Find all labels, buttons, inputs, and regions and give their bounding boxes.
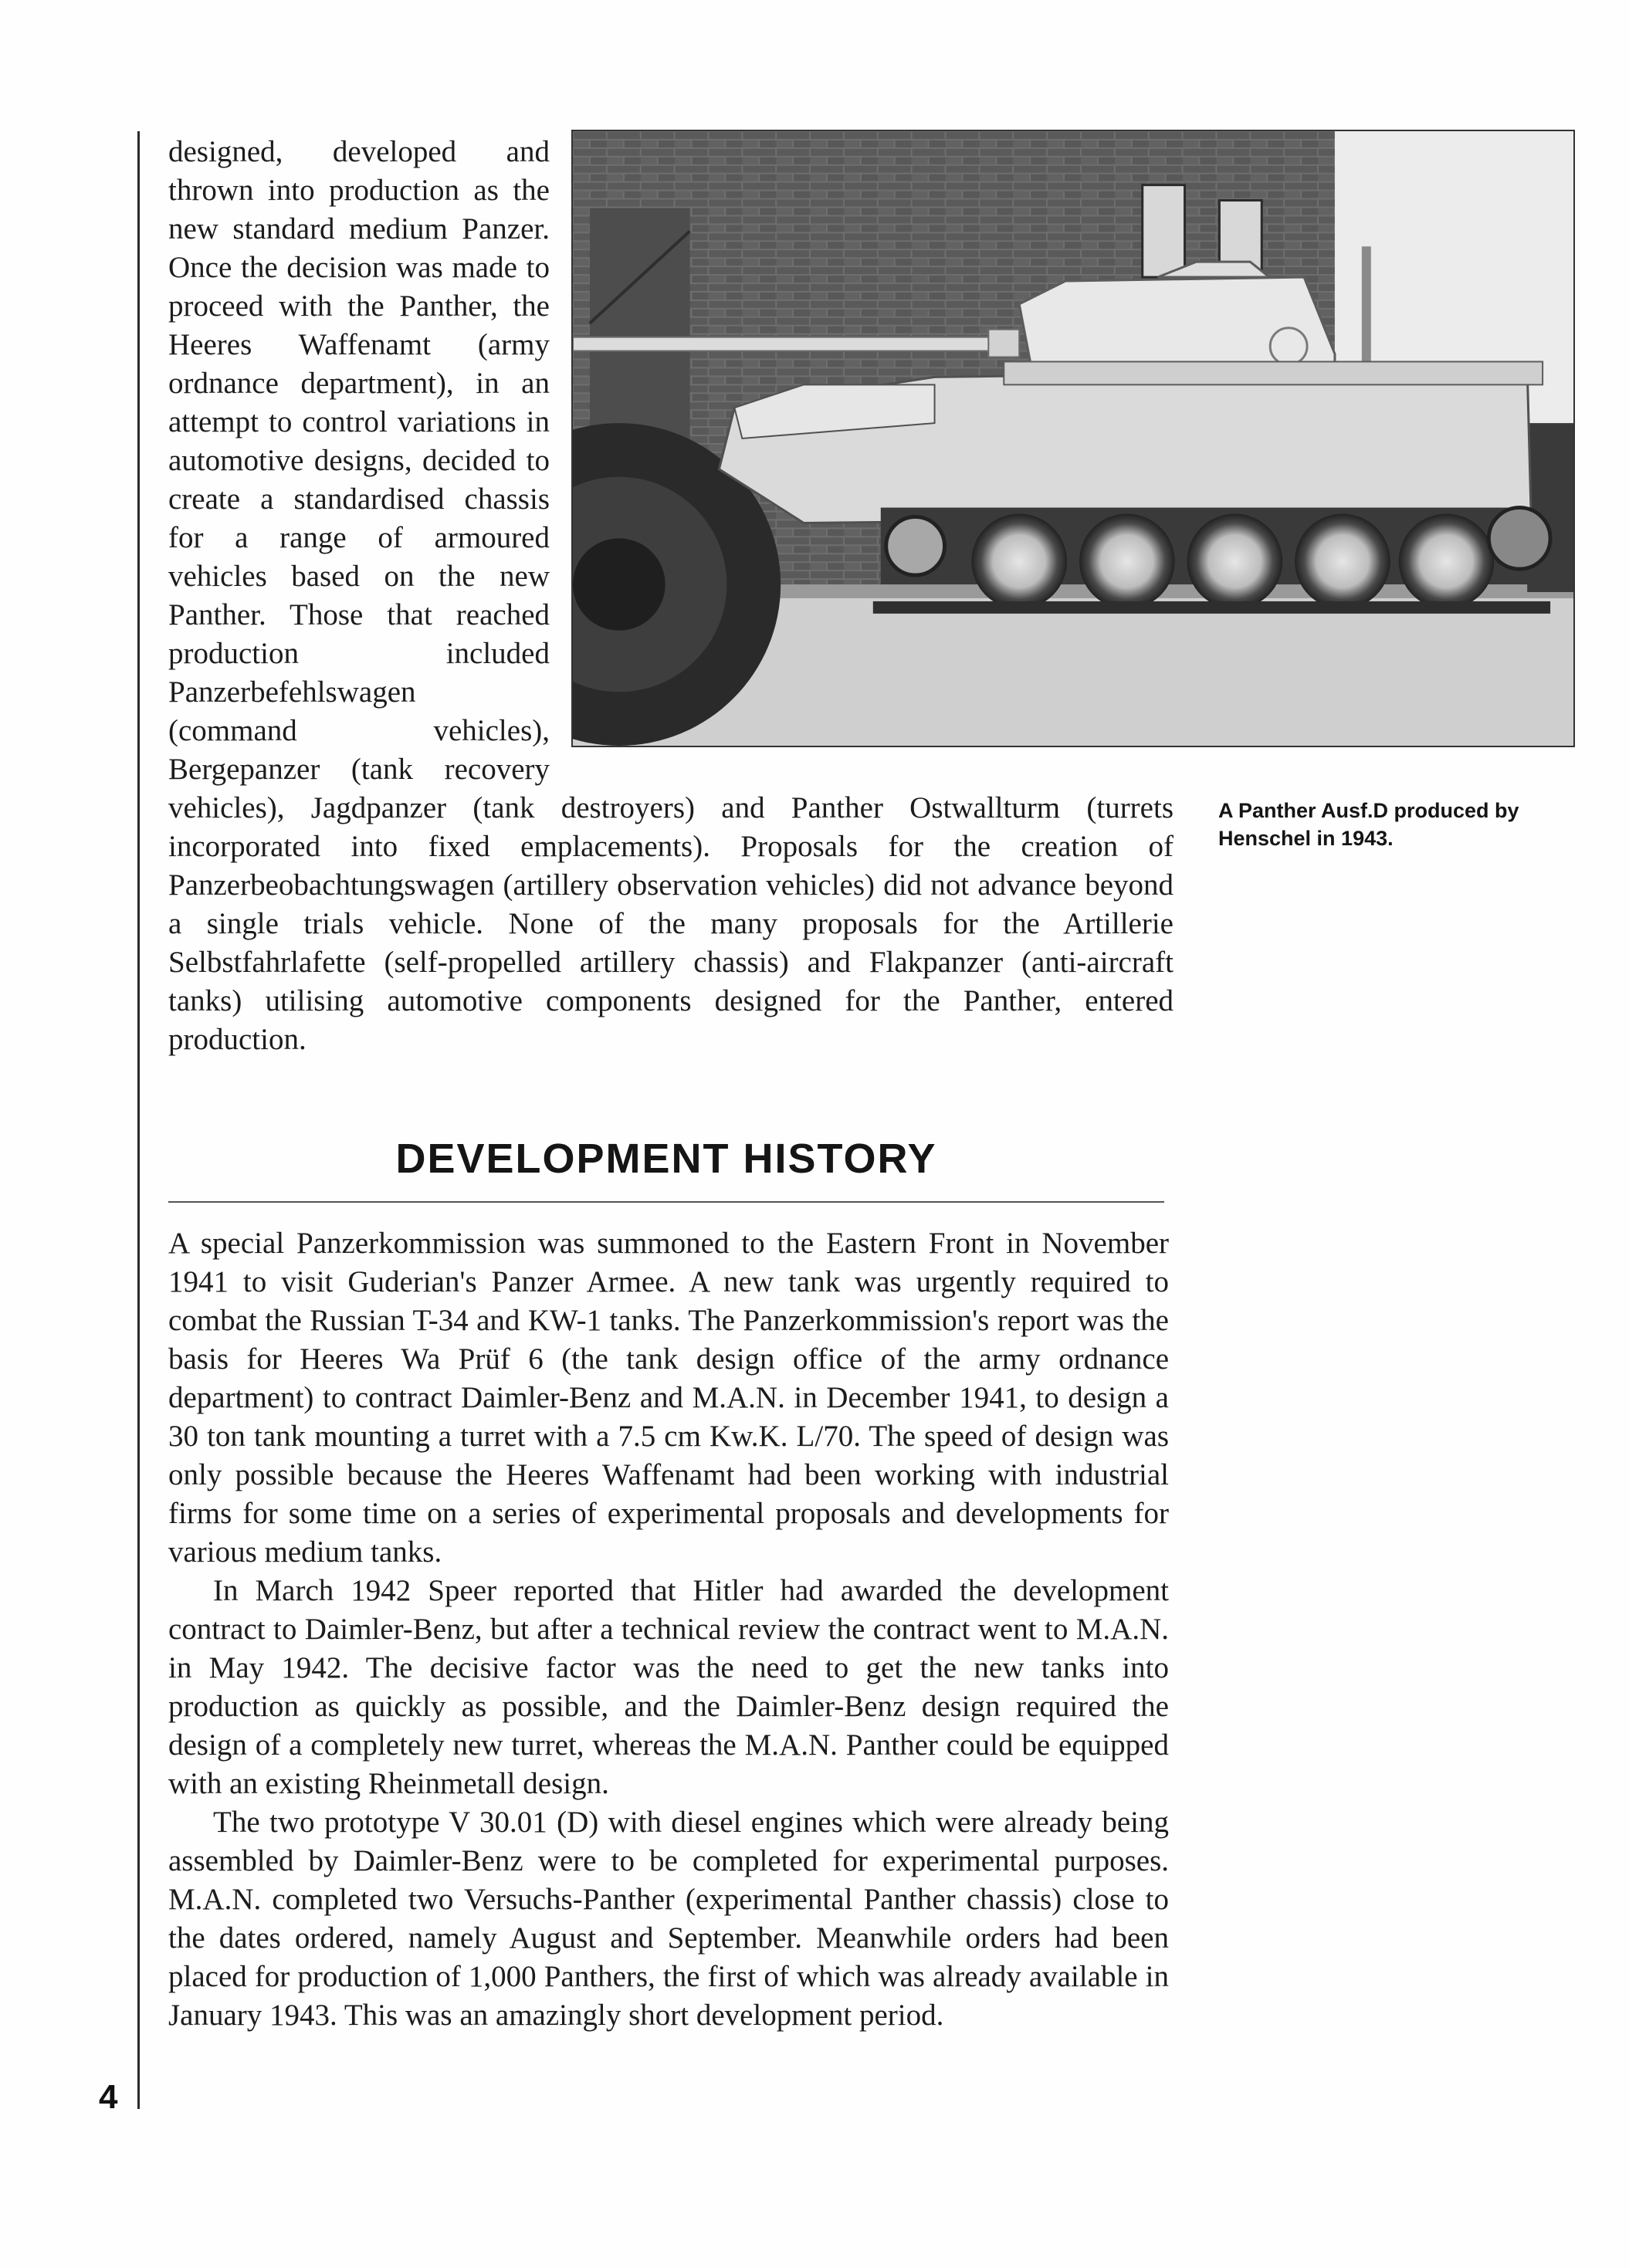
intro-paragraph: designed, developed and thrown into production as the new standard medium Panzer. Once the decision was made to proceed with the Panther, the Heeres Waffenamt (army ordnance department), in an attempt to control variations in automotive designs, decided to create a standardised chassis for a range of armoured vehicles based on the new Panther. Those that reached production included Panzerbefehlswagen (command vehicles), Bergepanzer (tank recovery vehicles), Jagdpanzer (tank destroyers) and Panther Ostwallturm (turrets incorporated into fixed emplacements). Proposals for the creation of Panzerbeobachtungswagen (artillery observation vehicles) did not advance beyond a single trials vehicle. None of the many proposals for the Artillerie Selbstfahrlafette (self-propelled artillery chassis) and Flakpanzer (anti-aircraft tanks) utilising automotive components designed for the Panther, entered production. bbox=[168, 135, 1173, 1056]
history-paragraph-1: A special Panzerkommission was summoned to the Eastern Front in November 1941 to visit Guderian's Panzer Armee. A new tank was urgently required to combat the Russian T-34 and KW-1 tanks. The Panzerkommission's report was the basis for Heeres Wa Prüf 6 (the tank design office of the army ordnance department) to contract Daimler-Benz and M.A.N. in December 1941, to design a 30 ton tank mounting a turret with a 7.5 cm Kw.K. L/70. The speed of design was only possible because the Heeres Waffenamt had been working with industrial firms for some time on a series of experimental proposals and developments for various medium tanks. bbox=[168, 1227, 1169, 1569]
page-number: 4 bbox=[99, 2078, 118, 2116]
figure bbox=[571, 130, 1577, 747]
margin-rule bbox=[137, 131, 140, 2109]
history-paragraph-2: In March 1942 Speer reported that Hitler had awarded the development contract to Daimler-Benz, but after a technical review the contract went to M.A.N. in May 1942. The decisive factor was the need to get the new tanks into production as quickly as possible, and the Daimler-Benz design required the design of a completely new turret, whereas the M.A.N. Panther could be equipped with an existing Rheinmetall design. bbox=[168, 1574, 1169, 1800]
development-history-text bbox=[168, 1224, 1169, 2035]
intro-block bbox=[168, 133, 1173, 1059]
history-paragraph-3: The two prototype V 30.01 (D) with diesel engines which were already being assembled by Daimler-Benz were to be completed for experimental purposes. M.A.N. completed two Versuchs-Panther (experimental Panther chassis) close to the dates ordered, namely August and September. Meanwhile orders had been placed for production of 1,000 Panthers, the first of which was already available in January 1943. This was an amazingly short development period. bbox=[168, 1806, 1169, 2032]
photo-caption: A Panther Ausf.D produced by Henschel in 1943. bbox=[1218, 799, 1519, 850]
section-heading: DEVELOPMENT HISTORY bbox=[395, 1136, 937, 1182]
panther-photo bbox=[571, 130, 1575, 747]
panther-tank-image bbox=[573, 131, 1573, 746]
heading-divider bbox=[168, 1201, 1164, 1203]
